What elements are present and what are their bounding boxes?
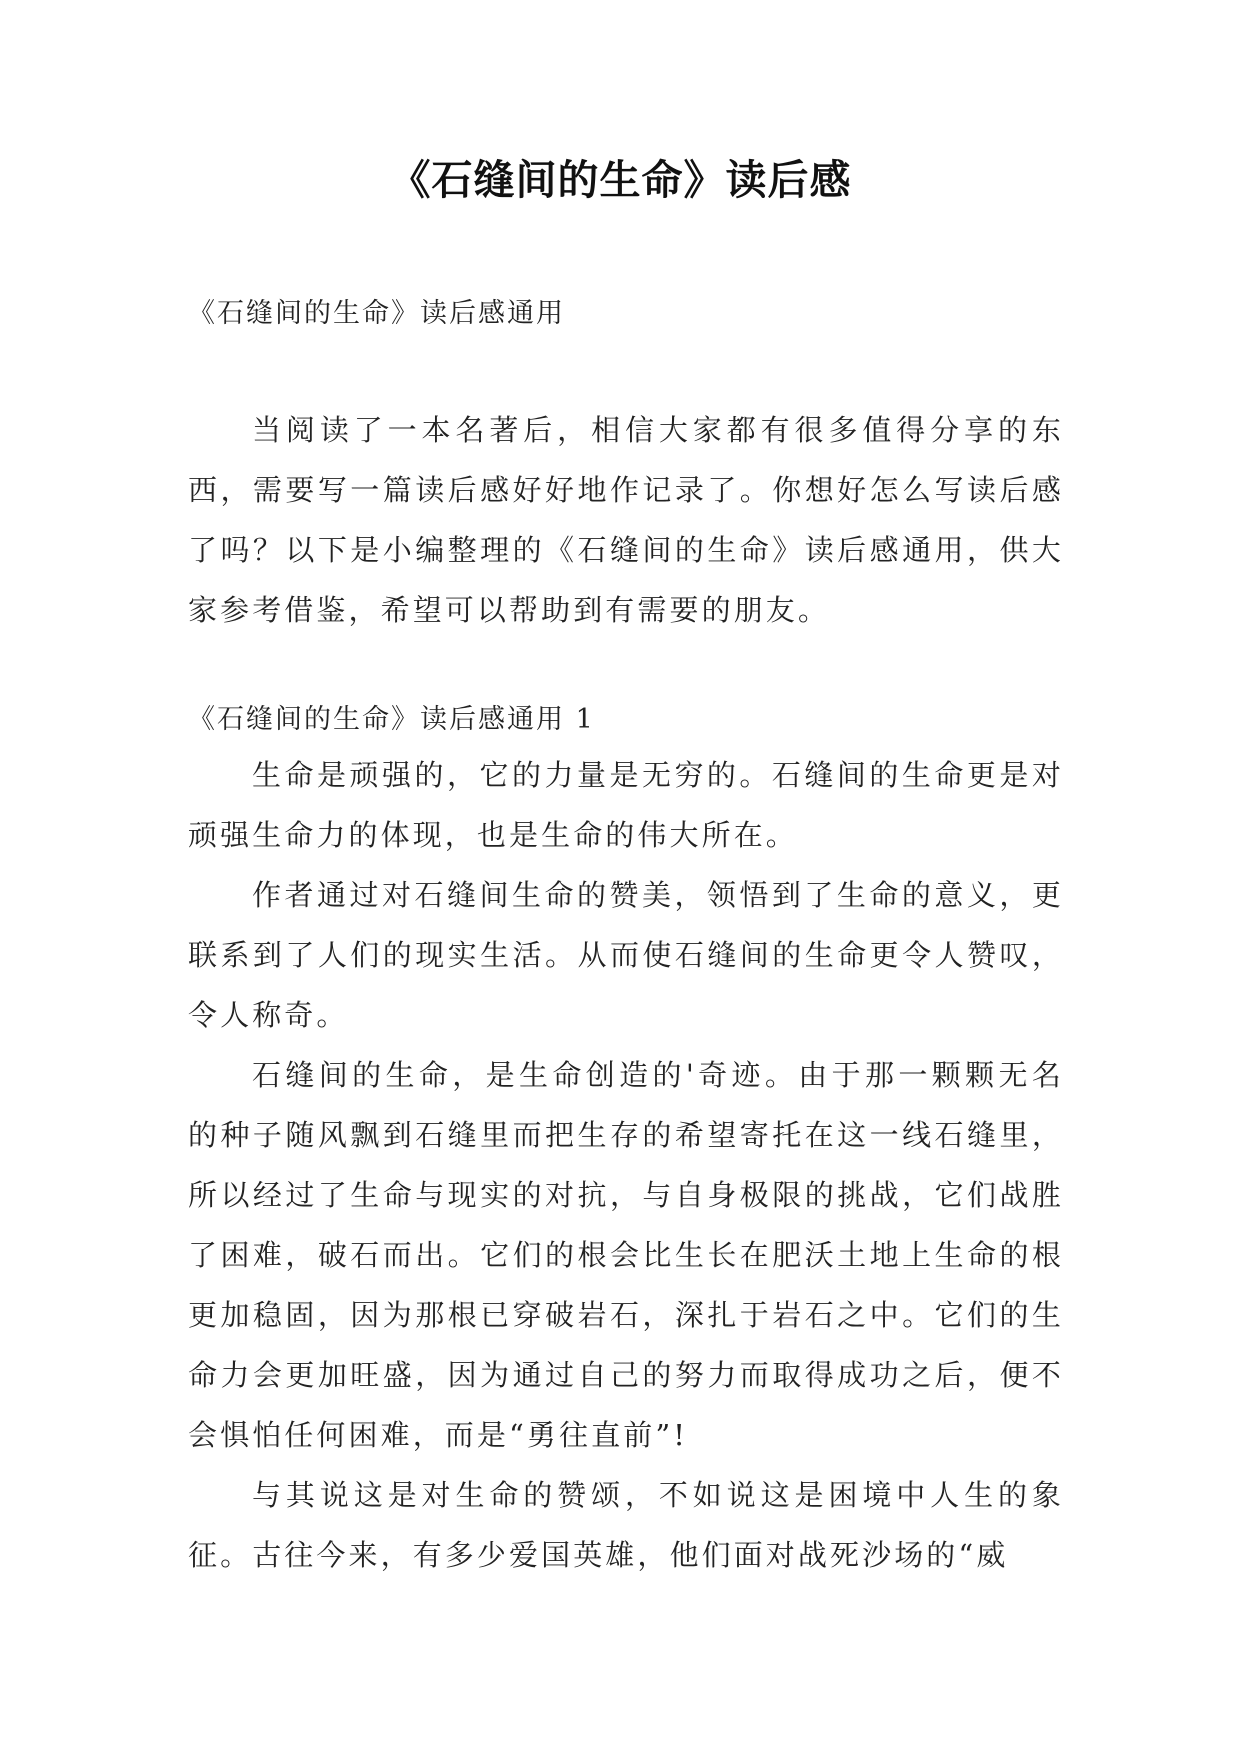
document-subtitle: 《石缝间的生命》读后感通用 (188, 298, 565, 329)
document-title: 《石缝间的生命》读后感 (389, 156, 852, 204)
body-paragraph: 作者通过对石缝间生命的赞美，领悟到了生命的意义，更联系到了人们的现实生活。从而使石缝间的生命更令人赞叹，令人称奇。 (188, 878, 1064, 1032)
intro-paragraph: 当阅读了一本名著后，相信大家都有很多值得分享的东西，需要写一篇读后感好好地作记录了。你想好怎么写读后感了吗？以下是小编整理的《石缝间的生命》读后感通用，供大家参考借鉴，希望可以帮助到有需要的朋友。 (188, 413, 1064, 627)
section-heading: 《石缝间的生命》读后感通用 1 (188, 704, 595, 735)
body-paragraph: 石缝间的生命，是生命创造的'奇迹。由于那一颗颗无名的种子随风飘到石缝里而把生存的希望寄托在这一线石缝里，所以经过了生命与现实的对抗，与自身极限的挑战，它们战胜了困难，破石而出。它们的根会比生长在肥沃土地上生命的根更加稳固，因为那根已穿破岩石，深扎于岩石之中。它们的生命力会更加旺盛，因为通过自己的努力而取得成功之后，便不会惧怕任何困难，而是“勇往直前”! (188, 1058, 1064, 1452)
body-paragraph: 与其说这是对生命的赞颂，不如说这是困境中人生的象征。古往今来，有多少爱国英雄，他们面对战死沙场的“威 (188, 1478, 1064, 1572)
body-paragraph: 生命是顽强的，它的力量是无穷的。石缝间的生命更是对顽强生命力的体现，也是生命的伟大所在。 (188, 758, 1064, 852)
body-section (188, 745, 1064, 1585)
intro-section (188, 400, 1064, 640)
